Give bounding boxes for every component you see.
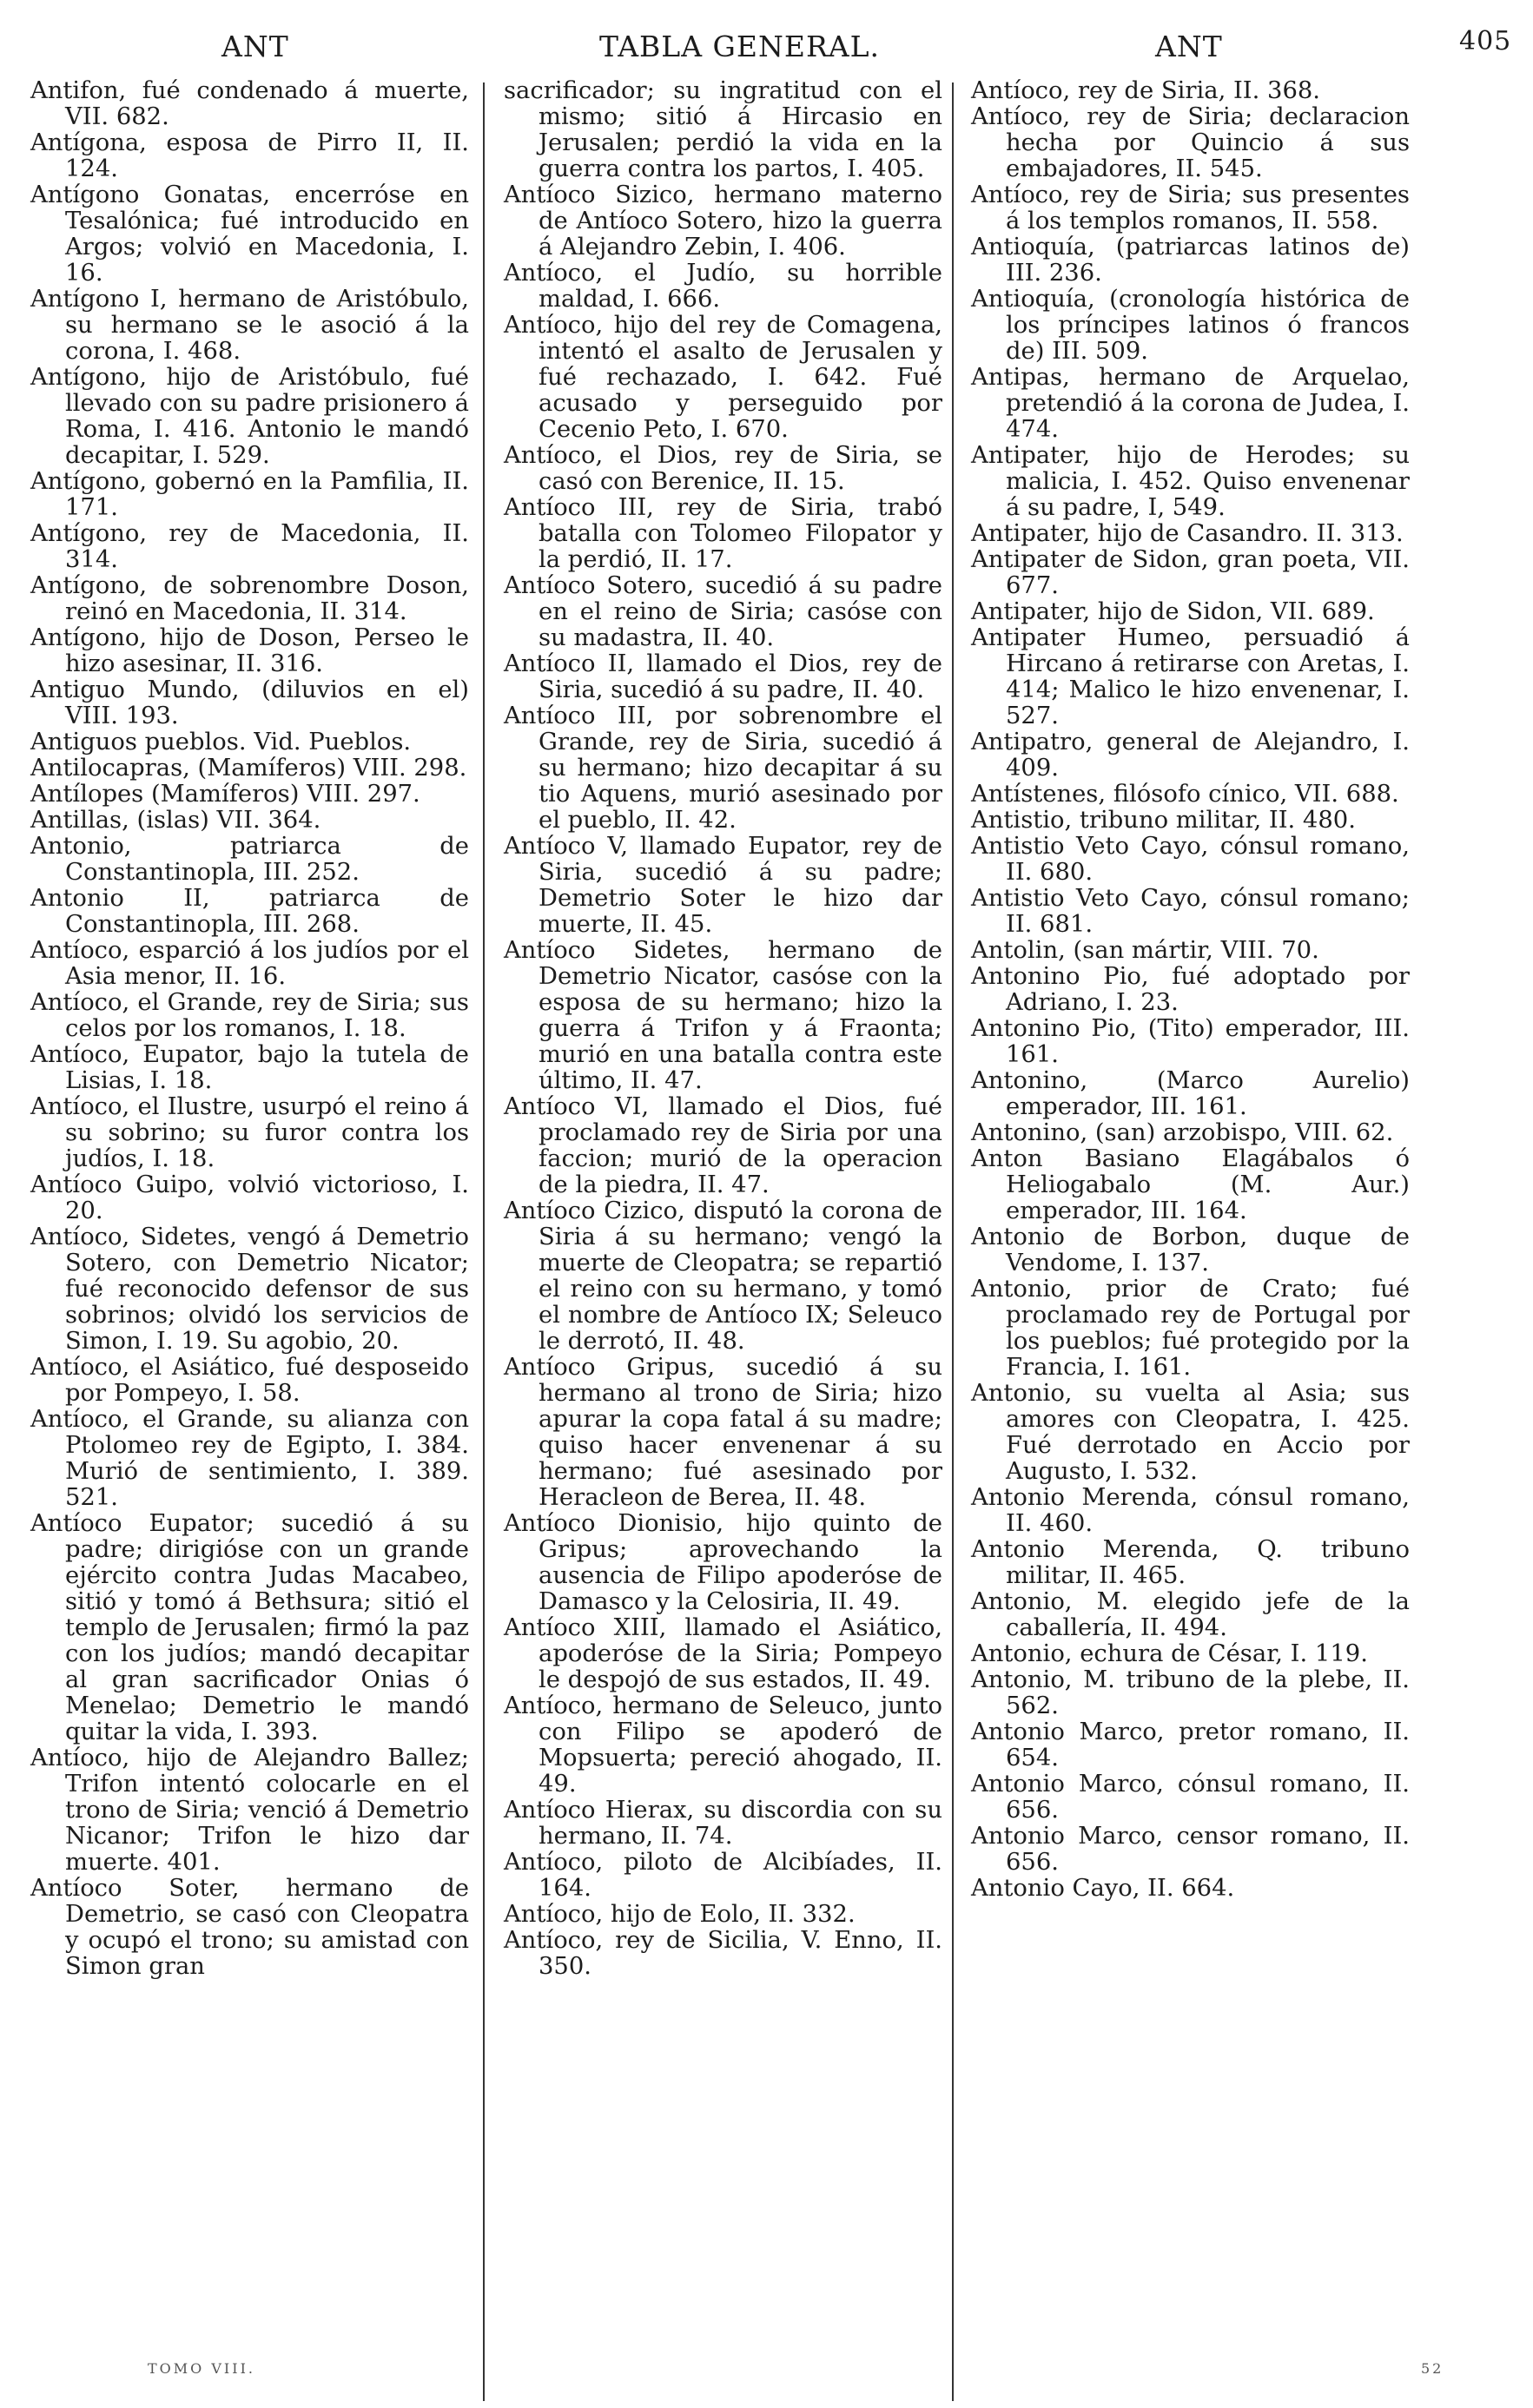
index-entry: Antílopes (Mamíferos) VIII. 297. bbox=[30, 781, 420, 808]
index-entry: Antonino, (Marco Aurelio) emperador, III. 161. bbox=[971, 1067, 1410, 1120]
index-entry: Antonio Marco, cónsul romano, II. 656. bbox=[971, 1771, 1410, 1824]
index-entry: Antíoco, el Ilustre, usurpó el reino á su sobrino; su furor contra los judíos, I. 18. bbox=[30, 1093, 469, 1172]
index-entry: Antíoco, el Grande, rey de Siria; sus celos por los romanos, I. 18. bbox=[30, 989, 469, 1042]
index-column-2 bbox=[504, 78, 942, 1980]
index-entry: Antígono Gonatas, encerróse en Tesalónica; fué introducido en Argos; volvió en Macedonia, I. 16. bbox=[30, 181, 469, 287]
index-entry: Antonio, M. elegido jefe de la caballería, II. 494. bbox=[971, 1588, 1410, 1641]
index-entry: Antonio, prior de Crato; fué proclamado rey de Portugal por los pueblos; fué protegido por la Francia, I. 161. bbox=[971, 1276, 1410, 1381]
index-entry: Antonio, su vuelta al Asia; sus amores con Cleopatra, I. 425. Fué derrotado en Accio por Augusto, I. 532. bbox=[971, 1380, 1410, 1485]
index-entry: Antonino Pio, (Tito) emperador, III. 161. bbox=[971, 1015, 1410, 1068]
index-entry: Antíoco, hijo de Alejandro Ballez; Trifon intentó colocarle en el trono de Siria; venció á Demetrio Nicanor; Trifon le hizo dar muerte. 401. bbox=[30, 1745, 469, 1876]
index-entry: Antígono, rey de Macedonia, II. 314. bbox=[30, 520, 469, 573]
index-entry: Antíoco, el Grande, su alianza con Ptolomeo rey de Egipto, I. 384. Murió de sentimiento, I. 389. 521. bbox=[30, 1406, 469, 1511]
index-entry: Antíoco, Sidetes, vengó á Demetrio Sotero, con Demetrio Nicator; fué reconocido defensor de sus sobrinos; olvidó los servicios de Simon, I. 19. Su agobio, 20. bbox=[30, 1224, 469, 1355]
index-entry: Antistio Veto Cayo, cónsul romano; II. 681. bbox=[971, 885, 1410, 938]
index-entry: Antistio Veto Cayo, cónsul romano, II. 680. bbox=[971, 833, 1410, 886]
index-entry: Antonio Marco, pretor romano, II. 654. bbox=[971, 1719, 1410, 1771]
index-entry: Antiguos pueblos. Vid. Pueblos. bbox=[30, 729, 412, 755]
index-entry: Antíoco, hijo del rey de Comagena, intentó el asalto de Jerusalen y fué rechazado, I. 642. Fué acusado y perseguido por Cecenio Peto, I. 670. bbox=[504, 312, 942, 443]
index-entry: Antonio Merenda, Q. tribuno militar, II. 465. bbox=[971, 1536, 1410, 1589]
index-entry: Antipater, hijo de Casandro. II. 313. bbox=[971, 520, 1404, 547]
running-head-right: ANT bbox=[1155, 30, 1223, 63]
index-entry: Antonio, echura de César, I. 119. bbox=[971, 1640, 1368, 1667]
index-entry: Antístenes, filósofo cínico, VII. 688. bbox=[971, 781, 1399, 808]
index-entry: Antipater, hijo de Sidon, VII. 689. bbox=[971, 598, 1375, 625]
index-entry: Antíoco, hijo de Eolo, II. 332. bbox=[504, 1901, 856, 1928]
index-entry: Antíoco Sizico, hermano materno de Antíoco Sotero, hizo la guerra á Alejandro Zebin, I. 406. bbox=[504, 181, 942, 261]
index-entry: Antíoco, Eupator, bajo la tutela de Lisias, I. 18. bbox=[30, 1041, 469, 1094]
index-entry: Antíoco Soter, hermano de Demetrio, se casó con Cleopatra y ocupó el trono; su amistad con Simon gran bbox=[30, 1875, 469, 1980]
index-entry: Antíoco, piloto de Alcibíades, II. 164. bbox=[504, 1849, 942, 1902]
index-entry: Antíoco, rey de Siria; declaracion hecha por Quincio á sus embajadores, II. 545. bbox=[971, 103, 1410, 182]
index-entry: Antonio Marco, censor romano, II. 656. bbox=[971, 1823, 1410, 1876]
running-head-title: TABLA GENERAL. bbox=[599, 30, 881, 63]
index-entry: Antígono, hijo de Aristóbulo, fué llevado con su padre prisionero á Roma, I. 416. Antonio le mandó decapitar, I. 529. bbox=[30, 364, 469, 469]
index-entry: Antonino Pio, fué adoptado por Adriano, I. 23. bbox=[971, 963, 1410, 1016]
index-entry: Antígono, de sobrenombre Doson, reinó en Macedonia, II. 314. bbox=[30, 572, 469, 625]
index-entry: Antipas, hermano de Arquelao, pretendió á la corona de Judea, I. 474. bbox=[971, 364, 1410, 443]
index-entry: Antíoco Guipo, volvió victorioso, I. 20. bbox=[30, 1171, 469, 1224]
index-entry: Antíoco Cizico, disputó la corona de Siria á su hermano; vengó la muerte de Cleopatra; se repartió el reino con su hermano, y tomó el nombre de Antíoco IX; Seleuco le derrotó, II. 48. bbox=[504, 1197, 942, 1355]
index-entry: Antioquía, (patriarcas latinos de) III. 236. bbox=[971, 234, 1410, 287]
index-entry: Antioquía, (cronología histórica de los príncipes latinos ó francos de) III. 509. bbox=[971, 286, 1410, 365]
index-entry: Antíoco, rey de Siria; sus presentes á los templos romanos, II. 558. bbox=[971, 181, 1410, 234]
index-entry: Antonio Cayo, II. 664. bbox=[971, 1875, 1235, 1902]
index-column-1 bbox=[30, 78, 469, 1980]
index-entry: Antíoco VI, llamado el Dios, fué proclamado rey de Siria por una faccion; murió de la operacion de la piedra, II. 47. bbox=[504, 1093, 942, 1198]
index-entry: Antíoco Gripus, sucedió á su hermano al trono de Siria; hizo apurar la copa fatal á su madre; quiso hacer envenenar á su hermano; fué asesinado por Heracleon de Berea, II. 48. bbox=[504, 1354, 942, 1511]
column-rule-1 bbox=[483, 82, 485, 2401]
index-entry: Antipater de Sidon, gran poeta, VII. 677. bbox=[971, 546, 1410, 599]
page-number: 405 bbox=[1459, 26, 1512, 56]
index-entry: Antíoco III, rey de Siria, trabó batalla con Tolomeo Filopator y la perdió, II. 17. bbox=[504, 494, 942, 573]
index-entry: Antipatro, general de Alejandro, I. 409. bbox=[971, 729, 1410, 782]
index-entry: Antíoco XIII, llamado el Asiático, apoderóse de la Siria; Pompeyo le despojó de sus estados, II. 49. bbox=[504, 1614, 942, 1693]
index-entry: Antíoco, rey de Siria, II. 368. bbox=[971, 77, 1321, 104]
index-entry: Antipater Humeo, persuadió á Hircano á retirarse con Aretas, I. 414; Malico le hizo envenenar, I. 527. bbox=[971, 624, 1410, 729]
index-entry: Antipater, hijo de Herodes; su malicia, I. 452. Quiso envenenar á su padre, I, 549. bbox=[971, 442, 1410, 521]
index-entry: Antíoco Hierax, su discordia con su hermano, II. 74. bbox=[504, 1797, 942, 1850]
index-entry: Antonino, (san) arzobispo, VIII. 62. bbox=[971, 1119, 1394, 1146]
index-entry: Antíoco Sotero, sucedió á su padre en el reino de Siria; casóse con su madastra, II. 40. bbox=[504, 572, 942, 651]
index-entry: Antígono I, hermano de Aristóbulo, su hermano se le asoció á la corona, I. 468. bbox=[30, 286, 469, 365]
signature-mark: TOMO VIII. bbox=[148, 2360, 255, 2377]
index-column-3 bbox=[971, 78, 1410, 1902]
index-entry: sacrificador; su ingratitud con el mismo; sitió á Hircasio en Jerusalen; perdió la vida en la guerra contra los partos, I. 405. bbox=[504, 77, 942, 182]
index-entry: Antíoco, el Judío, su horrible maldad, I. 666. bbox=[504, 260, 942, 313]
index-entry: Antíoco Eupator; sucedió á su padre; dirigióse con un grande ejército contra Judas Macabeo, sitió y tomó á Bethsura; sitió el templo de Jerusalen; firmó la paz con los judíos; mandó decapitar al gran sacrificador Onias ó Menelao; Demetrio le mandó quitar la vida, I. 393. bbox=[30, 1510, 469, 1745]
index-entry: Antíoco Dionisio, hijo quinto de Gripus; aprovechando la ausencia de Filipo apoderóse de Damasco y la Celosiria, II. 49. bbox=[504, 1510, 942, 1615]
index-entry: Antonio, M. tribuno de la plebe, II. 562. bbox=[971, 1666, 1410, 1719]
index-entry: Antilocapras, (Mamíferos) VIII. 298. bbox=[30, 755, 467, 782]
index-entry: Antifon, fué condenado á muerte, VII. 682. bbox=[30, 77, 469, 130]
index-entry: Antonio Merenda, cónsul romano, II. 460. bbox=[971, 1484, 1410, 1537]
running-head-left: ANT bbox=[221, 30, 289, 63]
index-entry: Antiguo Mundo, (diluvios en el) VIII. 193. bbox=[30, 676, 469, 729]
index-entry: Antonio de Borbon, duque de Vendome, I. 137. bbox=[971, 1224, 1410, 1277]
index-entry: Antíoco, el Dios, rey de Siria, se casó con Berenice, II. 15. bbox=[504, 442, 942, 495]
index-entry: Antígono, gobernó en la Pamfilia, II. 171. bbox=[30, 468, 469, 521]
index-entry: Antíoco, el Asiático, fué desposeido por Pompeyo, I. 58. bbox=[30, 1354, 469, 1407]
column-rule-2 bbox=[952, 82, 954, 2401]
index-entry: Antolin, (san mártir, VIII. 70. bbox=[971, 937, 1319, 964]
index-entry: Antíoco, hermano de Seleuco, junto con Filipo se apoderó de Mopsuerta; pereció ahogado, II. 49. bbox=[504, 1692, 942, 1798]
index-entry: Antíoco Sidetes, hermano de Demetrio Nicator, casóse con la esposa de su hermano; hizo la guerra á Trifon y á Fraonta; murió en una batalla contra este último, II. 47. bbox=[504, 937, 942, 1094]
index-entry: Antíoco, esparció á los judíos por el Asia menor, II. 16. bbox=[30, 937, 469, 990]
page-header bbox=[0, 26, 1533, 82]
index-entry: Antígono, hijo de Doson, Perseo le hizo asesinar, II. 316. bbox=[30, 624, 469, 677]
index-entry: Antíoco, rey de Sicilia, V. Enno, II. 350. bbox=[504, 1927, 942, 1980]
index-entry: Antíoco V, llamado Eupator, rey de Siria, sucedió á su padre; Demetrio Soter le hizo dar muerte, II. 45. bbox=[504, 833, 942, 938]
index-entry: Antonio II, patriarca de Constantinopla, III. 268. bbox=[30, 885, 469, 938]
index-entry: Antíoco II, llamado el Dios, rey de Siria, sucedió á su padre, II. 40. bbox=[504, 650, 942, 703]
index-entry: Antistio, tribuno militar, II. 480. bbox=[971, 807, 1356, 834]
index-entry: Antillas, (islas) VII. 364. bbox=[30, 807, 321, 834]
index-entry: Anton Basiano Elagábalos ó Heliogabalo (M. Aur.) emperador, III. 164. bbox=[971, 1145, 1410, 1224]
gathering-mark: 52 bbox=[1421, 2360, 1444, 2377]
index-entry: Antonio, patriarca de Constantinopla, III. 252. bbox=[30, 833, 469, 886]
index-entry: Antíoco III, por sobrenombre el Grande, rey de Siria, sucedió á su hermano; hizo decapitar á su tio Aquens, murió asesinado por el pueblo, II. 42. bbox=[504, 703, 942, 834]
index-entry: Antígona, esposa de Pirro II, II. 124. bbox=[30, 129, 469, 182]
